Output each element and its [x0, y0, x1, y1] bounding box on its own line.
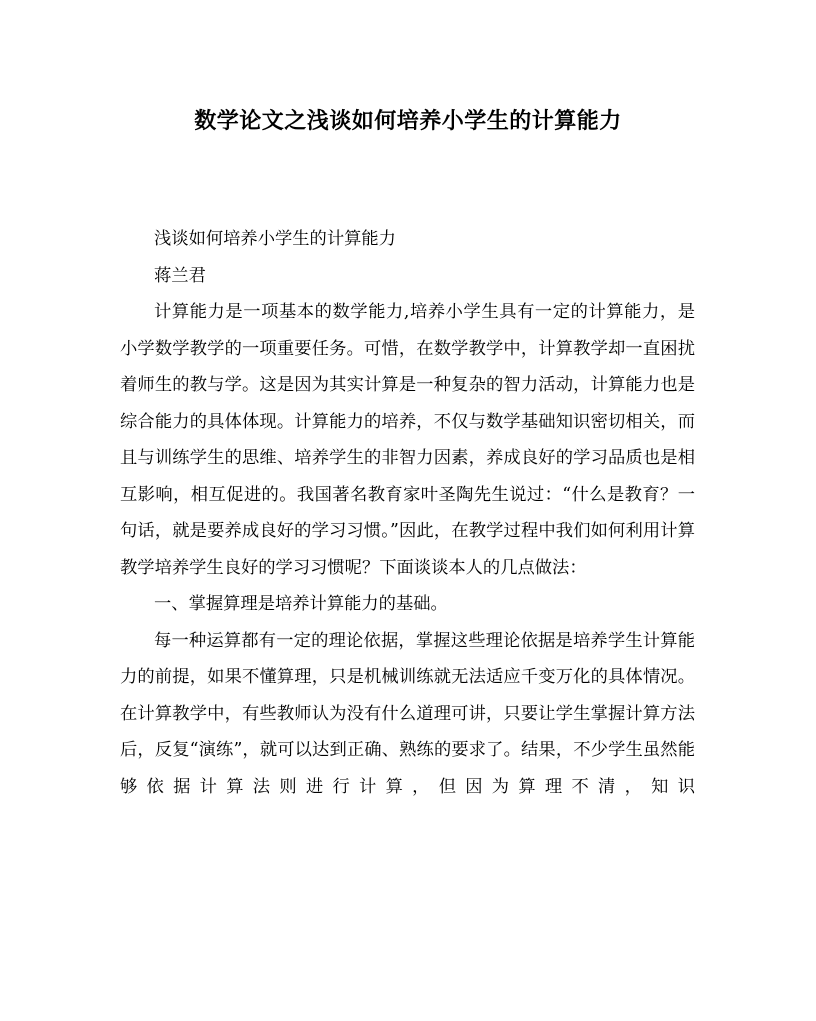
document-body — [120, 221, 695, 805]
body-paragraph: 计算能力是一项基本的数学能力,培养小学生具有一定的计算能力，是小学数学教学的一项重要任务。可惜，在数学教学中，计算教学却一直困扰着师生的教与学。这是因为其实计算是一种复杂的智力活动，计算能力也是综合能力的具体体现。计算能力的培养，不仅与数学基础知识密切相关，而且与训练学生的思维、培养学生的非智力因素，养成良好的学习品质也是相互影响，相互促进的。我国著名教育家叶圣陶先生说过：“什么是教育？一句话，就是要养成良好的学习习惯。”因此，在教学过程中我们如何利用计算教学培养学生良好的学习习惯呢？下面谈谈本人的几点做法： — [120, 302, 695, 578]
document-title: 数学论文之浅谈如何培养小学生的计算能力 — [194, 108, 622, 134]
section-heading: 一、掌握算理是培养计算能力的基础。 — [154, 594, 448, 614]
body-paragraph: 每一种运算都有一定的理论依据，掌握这些理论依据是培养学生计算能力的前提，如果不懂算理，只是机械训练就无法适应千变万化的具体情况。在计算教学中，有些教师认为没有什么道理可讲，只要让学生掌握计算方法后，反复“演练”，就可以达到正确、熟练的要求了。结果，不少学生虽然能够依据计算法则进行计算，但因为算理不清，知识 — [120, 630, 695, 797]
author-name: 蒋兰君 — [154, 265, 206, 286]
subtitle: 浅谈如何培养小学生的计算能力 — [154, 229, 396, 249]
